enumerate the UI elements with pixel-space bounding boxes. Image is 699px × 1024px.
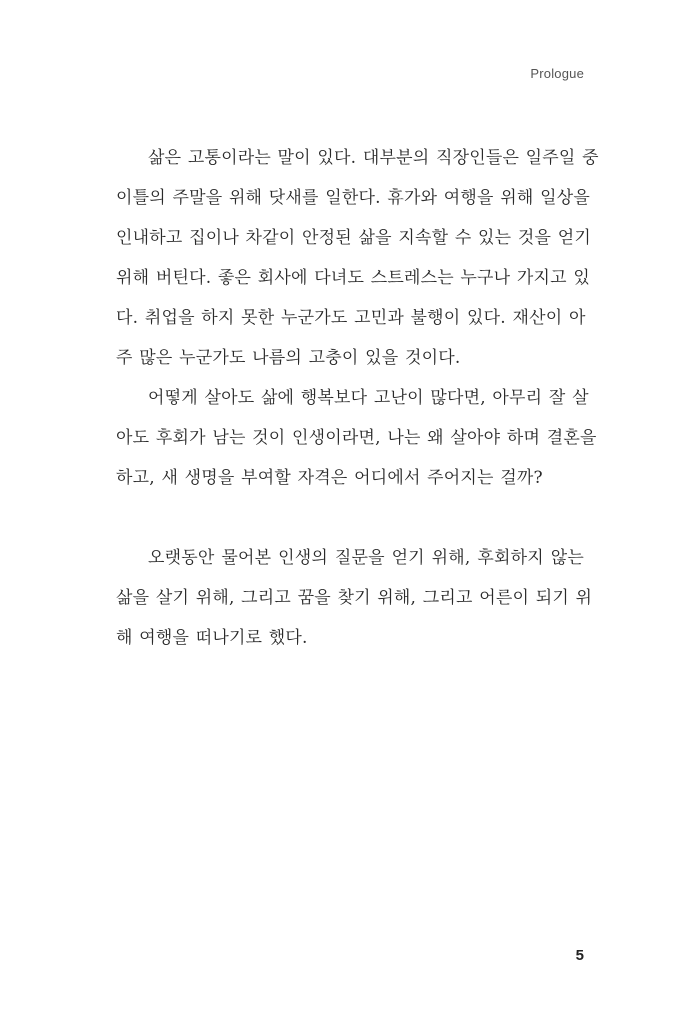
body-text <box>116 138 599 658</box>
text-line: 인내하고 집이나 차같이 안정된 삶을 지속할 수 있는 것을 얻기 <box>116 228 591 248</box>
text-line: 주 많은 누군가도 나름의 고충이 있을 것이다. <box>116 348 461 368</box>
text-line: 해 여행을 떠나기로 했다. <box>116 628 308 648</box>
text-line: 삶은 고통이라는 말이 있다. 대부분의 직장인들은 일주일 중 <box>148 148 599 168</box>
paragraph-group-1 <box>116 138 599 498</box>
text-line: 이틀의 주말을 위해 닷새를 일한다. 휴가와 여행을 위해 일상을 <box>116 188 590 208</box>
text-line: 위해 버틴다. 좋은 회사에 다녀도 스트레스는 누구나 가지고 있 <box>116 268 590 288</box>
text-line: 다. 취업을 하지 못한 누군가도 고민과 불행이 있다. 재산이 아 <box>116 308 586 328</box>
page-number: 5 <box>575 947 584 964</box>
paragraph-group-2 <box>116 538 593 658</box>
text-line: 어떻게 살아도 삶에 행복보다 고난이 많다면, 아무리 잘 살 <box>148 388 589 408</box>
text-line: 삶을 살기 위해, 그리고 꿈을 찾기 위해, 그리고 어른이 되기 위 <box>116 588 593 608</box>
text-line: 아도 후회가 남는 것이 인생이라면, 나는 왜 살아야 하며 결혼을 <box>116 428 597 448</box>
text-line: 오랫동안 물어본 인생의 질문을 얻기 위해, 후회하지 않는 <box>148 548 584 568</box>
running-header: Prologue <box>530 66 584 81</box>
text-line: 하고, 새 생명을 부여할 자격은 어디에서 주어지는 걸까? <box>116 468 543 488</box>
